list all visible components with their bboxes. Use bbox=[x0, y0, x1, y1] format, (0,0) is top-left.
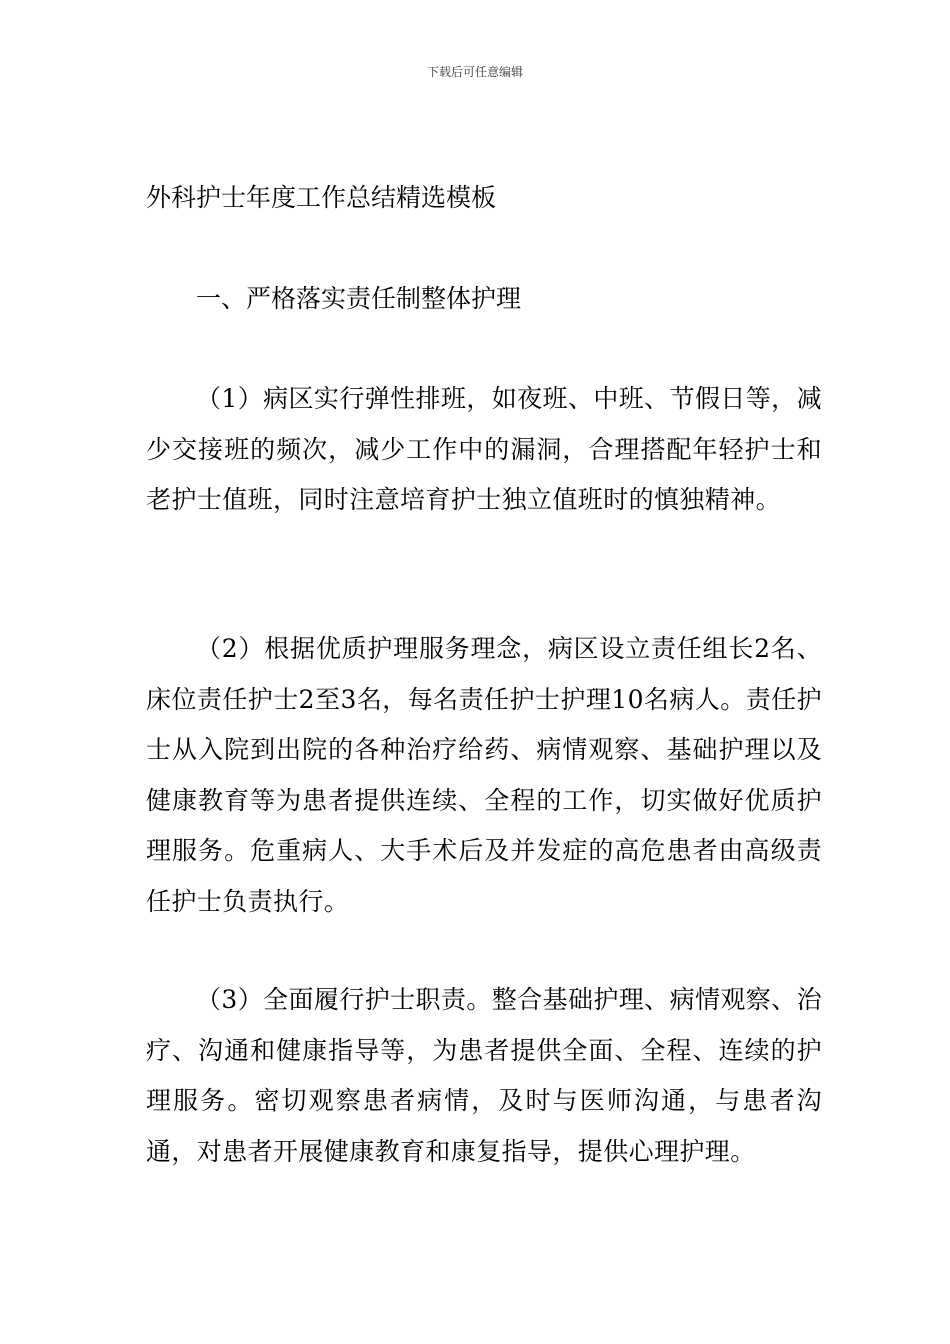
section-heading: 一、严格落实责任制整体护理 bbox=[196, 284, 522, 313]
paragraph-3: （3）全面履行护士职责。整合基础护理、病情观察、治疗、沟通和健康指导等，为患者提供全面、全程、连续的护理服务。密切观察患者病情，及时与医师沟通，与患者沟通，对患者开展健康教育和康复指导，提供心理护理。 bbox=[146, 985, 822, 1166]
paragraph-1: （1）病区实行弹性排班，如夜班、中班、节假日等，减少交接班的频次，减少工作中的漏洞，合理搭配年轻护士和老护士值班，同时注意培育护士独立值班时的慎独精神。 bbox=[146, 384, 822, 514]
paragraph-2: （2）根据优质护理服务理念，病区设立责任组长2名、床位责任护士2至3名，每名责任护士护理10名病人。责任护士从入院到出院的各种治疗给药、病情观察、基础护理以及健康教育等为患者提供连续、全程的工作，切实做好优质护理服务。危重病人、大手术后及并发症的高危患者由高级责任护士负责执行。 bbox=[146, 634, 822, 916]
document-title: 外科护士年度工作总结精选模板 bbox=[146, 183, 497, 212]
header-note: 下载后可任意编辑 bbox=[426, 65, 523, 79]
